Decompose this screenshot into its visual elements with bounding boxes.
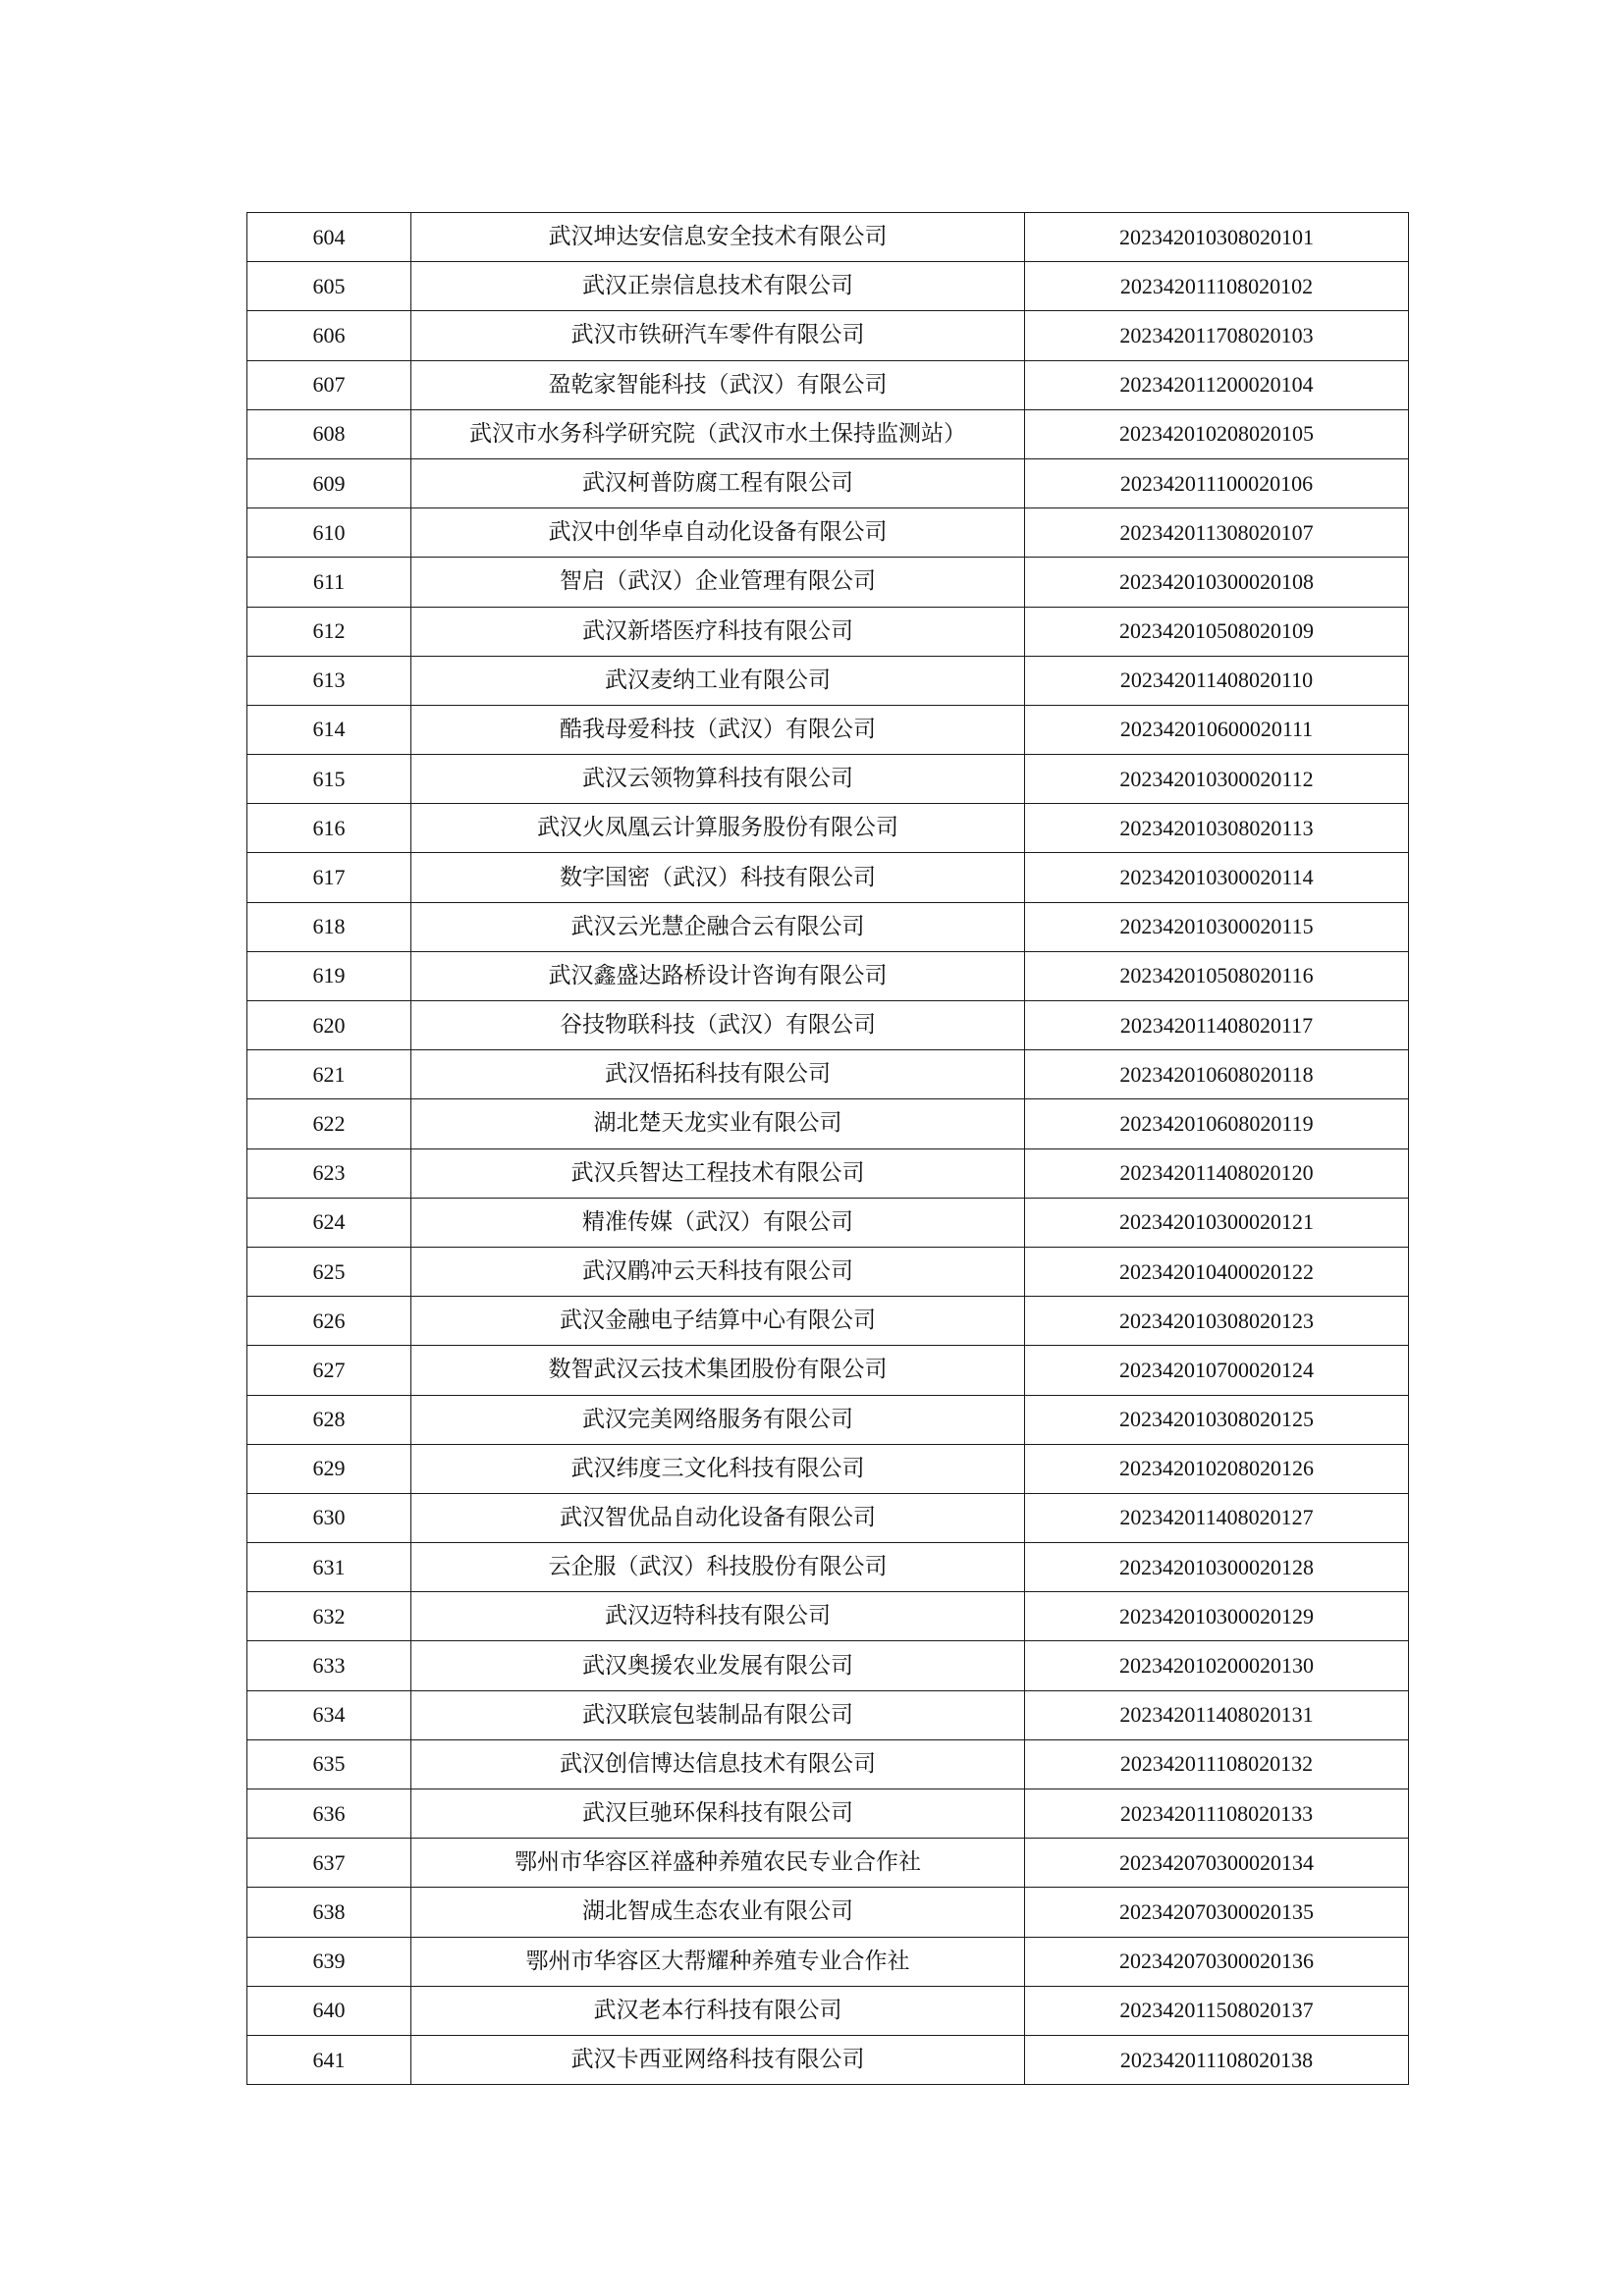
table-row [247, 1297, 1409, 1346]
row-number-cell: 607 [247, 360, 411, 409]
registration-code-cell: 202342010300020114 [1025, 853, 1409, 902]
table-row [247, 360, 1409, 409]
registration-code-cell: 202342010200020130 [1025, 1641, 1409, 1690]
registration-code-cell: 202342010608020119 [1025, 1099, 1409, 1148]
company-name-cell: 武汉金融电子结算中心有限公司 [411, 1297, 1025, 1346]
table-row [247, 1395, 1409, 1444]
table-row [247, 1346, 1409, 1395]
row-number-cell: 628 [247, 1395, 411, 1444]
row-number-cell: 608 [247, 409, 411, 458]
registration-code-cell: 202342010508020109 [1025, 607, 1409, 656]
table-row [247, 458, 1409, 507]
company-name-cell: 武汉云光慧企融合云有限公司 [411, 902, 1025, 951]
table-row [247, 1493, 1409, 1542]
registration-code-cell: 202342010508020116 [1025, 951, 1409, 1000]
row-number-cell: 606 [247, 311, 411, 360]
company-name-cell: 武汉联宸包装制品有限公司 [411, 1690, 1025, 1739]
row-number-cell: 618 [247, 902, 411, 951]
row-number-cell: 625 [247, 1247, 411, 1296]
company-name-cell: 武汉中创华卓自动化设备有限公司 [411, 508, 1025, 558]
registration-code-cell: 202342011108020138 [1025, 2035, 1409, 2084]
registration-code-cell: 202342010308020101 [1025, 213, 1409, 262]
row-number-cell: 638 [247, 1888, 411, 1937]
company-name-cell: 武汉市铁研汽车零件有限公司 [411, 311, 1025, 360]
table-row [247, 656, 1409, 705]
registration-code-cell: 202342011408020110 [1025, 656, 1409, 705]
table-row [247, 1739, 1409, 1789]
registration-code-cell: 202342011108020133 [1025, 1789, 1409, 1839]
company-name-cell: 武汉兵智达工程技术有限公司 [411, 1148, 1025, 1198]
company-name-cell: 武汉鹛冲云天科技有限公司 [411, 1247, 1025, 1296]
row-number-cell: 620 [247, 1001, 411, 1050]
row-number-cell: 611 [247, 558, 411, 607]
registration-code-cell: 202342010300020129 [1025, 1592, 1409, 1641]
registration-code-cell: 202342011408020120 [1025, 1148, 1409, 1198]
company-registry-table [246, 212, 1409, 2085]
row-number-cell: 641 [247, 2035, 411, 2084]
registration-code-cell: 202342010308020113 [1025, 804, 1409, 853]
table-row [247, 607, 1409, 656]
table-row [247, 1937, 1409, 1986]
row-number-cell: 634 [247, 1690, 411, 1739]
company-name-cell: 武汉云领物算科技有限公司 [411, 755, 1025, 804]
row-number-cell: 604 [247, 213, 411, 262]
registration-code-cell: 202342010300020112 [1025, 755, 1409, 804]
registration-code-cell: 202342011100020106 [1025, 458, 1409, 507]
table-row [247, 213, 1409, 262]
company-name-cell: 武汉悟拓科技有限公司 [411, 1050, 1025, 1099]
company-name-cell: 武汉柯普防腐工程有限公司 [411, 458, 1025, 507]
table-row [247, 1888, 1409, 1937]
table-row [247, 1148, 1409, 1198]
registration-code-cell: 202342010208020126 [1025, 1444, 1409, 1493]
table-row [247, 1592, 1409, 1641]
registration-code-cell: 202342011200020104 [1025, 360, 1409, 409]
row-number-cell: 622 [247, 1099, 411, 1148]
registration-code-cell: 202342011108020102 [1025, 262, 1409, 311]
company-name-cell: 湖北楚天龙实业有限公司 [411, 1099, 1025, 1148]
table-row [247, 1099, 1409, 1148]
company-name-cell: 武汉新塔医疗科技有限公司 [411, 607, 1025, 656]
registration-code-cell: 202342010300020128 [1025, 1543, 1409, 1592]
registration-code-cell: 202342011408020127 [1025, 1493, 1409, 1542]
registration-code-cell: 202342010400020122 [1025, 1247, 1409, 1296]
registration-code-cell: 202342011708020103 [1025, 311, 1409, 360]
table-row [247, 1050, 1409, 1099]
company-name-cell: 武汉纬度三文化科技有限公司 [411, 1444, 1025, 1493]
registration-code-cell: 202342010308020125 [1025, 1395, 1409, 1444]
table-row [247, 1839, 1409, 1888]
company-name-cell: 鄂州市华容区祥盛种养殖农民专业合作社 [411, 1839, 1025, 1888]
table-row [247, 558, 1409, 607]
company-name-cell: 武汉完美网络服务有限公司 [411, 1395, 1025, 1444]
company-name-cell: 酷我母爱科技（武汉）有限公司 [411, 705, 1025, 754]
company-name-cell: 武汉正崇信息技术有限公司 [411, 262, 1025, 311]
row-number-cell: 610 [247, 508, 411, 558]
row-number-cell: 640 [247, 1986, 411, 2035]
row-number-cell: 637 [247, 1839, 411, 1888]
company-name-cell: 武汉麦纳工业有限公司 [411, 656, 1025, 705]
registration-code-cell: 202342010208020105 [1025, 409, 1409, 458]
company-name-cell: 精准传媒（武汉）有限公司 [411, 1198, 1025, 1247]
row-number-cell: 617 [247, 853, 411, 902]
table-row [247, 1543, 1409, 1592]
table-row [247, 1986, 1409, 2035]
registry-table-body [247, 213, 1409, 2085]
company-name-cell: 武汉老本行科技有限公司 [411, 1986, 1025, 2035]
table-row [247, 755, 1409, 804]
table-row [247, 853, 1409, 902]
company-name-cell: 数智武汉云技术集团股份有限公司 [411, 1346, 1025, 1395]
table-row [247, 508, 1409, 558]
registration-code-cell: 202342010300020121 [1025, 1198, 1409, 1247]
row-number-cell: 632 [247, 1592, 411, 1641]
company-name-cell: 武汉鑫盛达路桥设计咨询有限公司 [411, 951, 1025, 1000]
company-name-cell: 武汉巨驰环保科技有限公司 [411, 1789, 1025, 1839]
row-number-cell: 626 [247, 1297, 411, 1346]
table-row [247, 902, 1409, 951]
registration-code-cell: 202342011108020132 [1025, 1739, 1409, 1789]
company-name-cell: 云企服（武汉）科技股份有限公司 [411, 1543, 1025, 1592]
row-number-cell: 631 [247, 1543, 411, 1592]
registration-code-cell: 202342010300020115 [1025, 902, 1409, 951]
row-number-cell: 616 [247, 804, 411, 853]
row-number-cell: 619 [247, 951, 411, 1000]
row-number-cell: 612 [247, 607, 411, 656]
table-row [247, 262, 1409, 311]
company-name-cell: 谷技物联科技（武汉）有限公司 [411, 1001, 1025, 1050]
table-row [247, 1247, 1409, 1296]
registration-code-cell: 202342070300020135 [1025, 1888, 1409, 1937]
row-number-cell: 635 [247, 1739, 411, 1789]
registration-code-cell: 202342070300020134 [1025, 1839, 1409, 1888]
registration-code-cell: 202342010308020123 [1025, 1297, 1409, 1346]
table-row [247, 1198, 1409, 1247]
table-row [247, 311, 1409, 360]
company-name-cell: 武汉奥援农业发展有限公司 [411, 1641, 1025, 1690]
company-name-cell: 湖北智成生态农业有限公司 [411, 1888, 1025, 1937]
company-name-cell: 武汉迈特科技有限公司 [411, 1592, 1025, 1641]
row-number-cell: 605 [247, 262, 411, 311]
company-name-cell: 武汉卡西亚网络科技有限公司 [411, 2035, 1025, 2084]
row-number-cell: 639 [247, 1937, 411, 1986]
table-row [247, 409, 1409, 458]
row-number-cell: 621 [247, 1050, 411, 1099]
company-name-cell: 鄂州市华容区大帮耀种养殖专业合作社 [411, 1937, 1025, 1986]
row-number-cell: 609 [247, 458, 411, 507]
table-row [247, 1690, 1409, 1739]
row-number-cell: 636 [247, 1789, 411, 1839]
row-number-cell: 615 [247, 755, 411, 804]
registration-code-cell: 202342010700020124 [1025, 1346, 1409, 1395]
row-number-cell: 624 [247, 1198, 411, 1247]
company-name-cell: 智启（武汉）企业管理有限公司 [411, 558, 1025, 607]
row-number-cell: 614 [247, 705, 411, 754]
company-name-cell: 武汉火凤凰云计算服务股份有限公司 [411, 804, 1025, 853]
row-number-cell: 613 [247, 656, 411, 705]
company-name-cell: 盈乾家智能科技（武汉）有限公司 [411, 360, 1025, 409]
table-row [247, 1641, 1409, 1690]
company-name-cell: 武汉市水务科学研究院（武汉市水土保持监测站） [411, 409, 1025, 458]
registration-code-cell: 202342011408020131 [1025, 1690, 1409, 1739]
company-name-cell: 武汉智优品自动化设备有限公司 [411, 1493, 1025, 1542]
table-row [247, 951, 1409, 1000]
table-row [247, 1444, 1409, 1493]
row-number-cell: 623 [247, 1148, 411, 1198]
company-name-cell: 武汉创信博达信息技术有限公司 [411, 1739, 1025, 1789]
registration-code-cell: 202342011508020137 [1025, 1986, 1409, 2035]
row-number-cell: 633 [247, 1641, 411, 1690]
registration-code-cell: 202342010300020108 [1025, 558, 1409, 607]
table-row [247, 1789, 1409, 1839]
table-row [247, 1001, 1409, 1050]
table-row [247, 804, 1409, 853]
registration-code-cell: 202342011308020107 [1025, 508, 1409, 558]
registration-code-cell: 202342011408020117 [1025, 1001, 1409, 1050]
registration-code-cell: 202342010600020111 [1025, 705, 1409, 754]
table-row [247, 705, 1409, 754]
row-number-cell: 629 [247, 1444, 411, 1493]
table-row [247, 2035, 1409, 2084]
row-number-cell: 627 [247, 1346, 411, 1395]
row-number-cell: 630 [247, 1493, 411, 1542]
registration-code-cell: 202342070300020136 [1025, 1937, 1409, 1986]
registration-code-cell: 202342010608020118 [1025, 1050, 1409, 1099]
company-name-cell: 数字国密（武汉）科技有限公司 [411, 853, 1025, 902]
company-name-cell: 武汉坤达安信息安全技术有限公司 [411, 213, 1025, 262]
